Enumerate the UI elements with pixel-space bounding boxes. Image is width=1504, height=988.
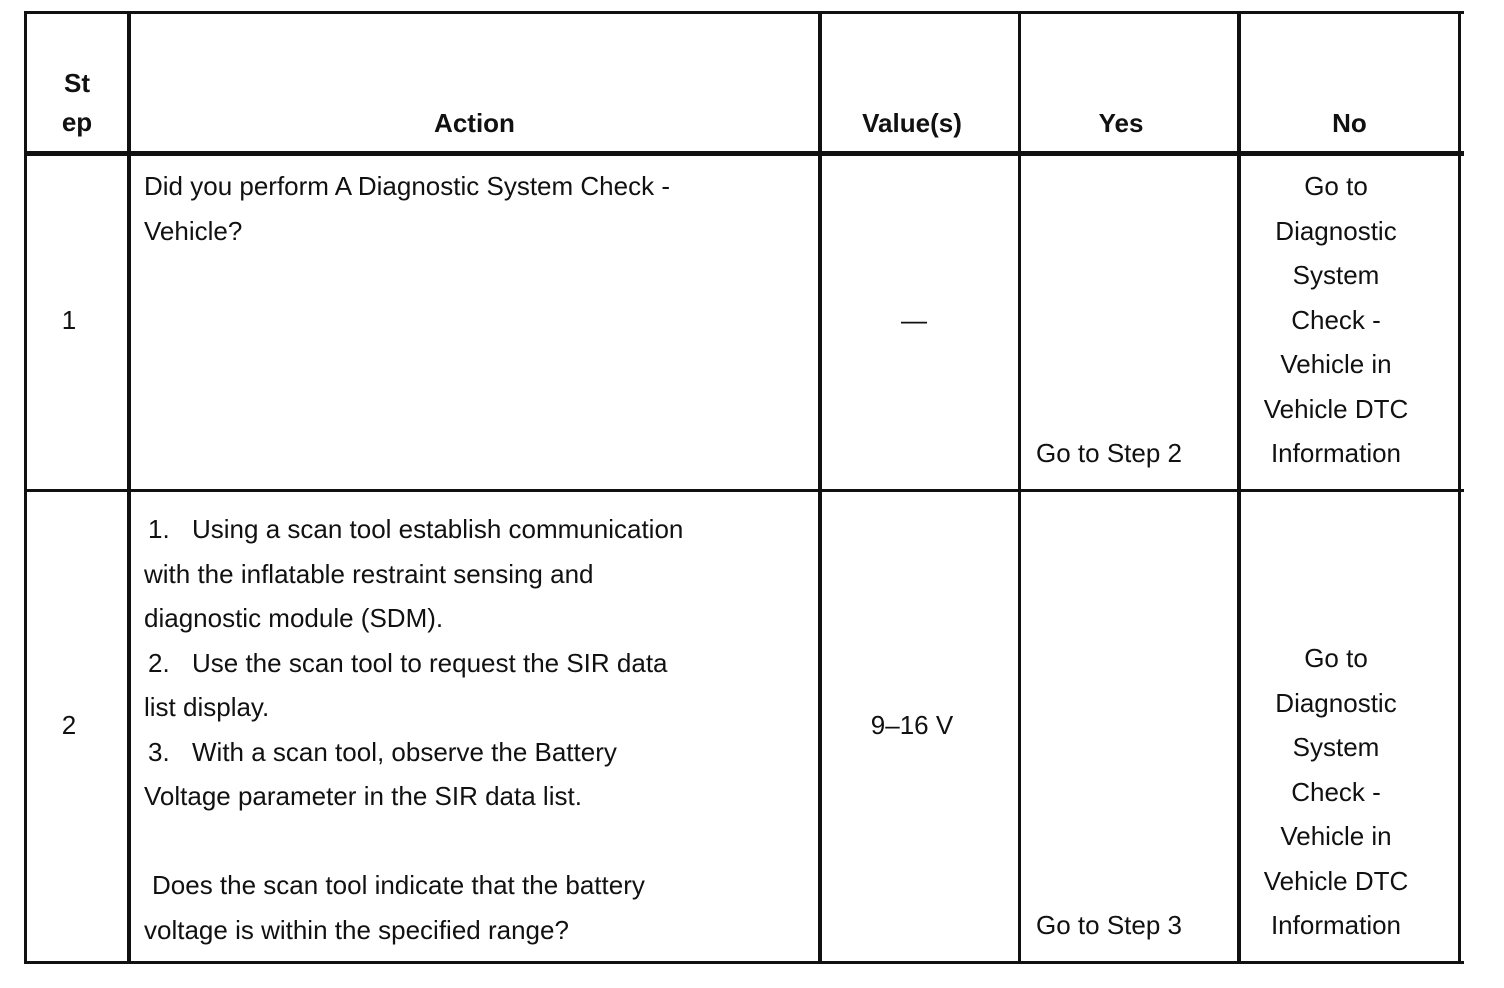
action-item <box>144 641 814 730</box>
action-line: With a scan tool, observe the Battery <box>192 736 617 767</box>
header-divider <box>24 151 1464 156</box>
action-line: Using a scan tool establish communication <box>192 514 684 544</box>
no-line: Go to <box>1304 171 1368 201</box>
no-line: System <box>1292 260 1380 290</box>
no-line: System <box>1292 732 1380 762</box>
header-action: Action <box>434 108 515 138</box>
header-values: Value(s) <box>862 108 962 138</box>
value-cell: 9–16 V <box>870 710 954 740</box>
no-cell <box>1241 636 1431 948</box>
action-line: Vehicle? <box>144 215 243 246</box>
column-divider-values <box>1018 11 1021 964</box>
yes-cell: Go to Step 2 <box>1036 438 1182 468</box>
action-item <box>144 507 814 641</box>
header-step <box>27 64 127 142</box>
action-line: with the inflatable restraint sensing and <box>144 558 594 589</box>
action-line: Did you perform A Diagnostic System Check - <box>144 171 670 201</box>
table-top-border <box>24 11 1464 14</box>
column-divider-action <box>818 11 822 964</box>
no-line: Check - <box>1291 304 1381 335</box>
action-line: diagnostic module (SDM). <box>144 603 444 633</box>
item-number: 3. <box>148 736 170 767</box>
action-item <box>144 730 814 819</box>
no-line: Go to <box>1304 643 1368 673</box>
diagnostic-table <box>24 11 1464 965</box>
table-right-border <box>1458 11 1461 964</box>
no-line: Vehicle DTC <box>1263 865 1409 896</box>
no-line: Information <box>1270 438 1402 468</box>
column-divider-step <box>127 11 131 964</box>
action-text <box>144 164 814 253</box>
no-line: Diagnostic <box>1275 687 1397 718</box>
action-line: Use the scan tool to request the SIR data <box>192 647 668 678</box>
no-cell <box>1241 164 1431 476</box>
table-bottom-border <box>24 961 1464 964</box>
value-cell: — <box>901 305 927 335</box>
question-line: Does the scan tool indicate that the battery <box>152 870 645 900</box>
no-line: Vehicle DTC <box>1263 393 1409 424</box>
action-line: Voltage parameter in the SIR data list. <box>144 781 582 811</box>
header-no: No <box>1332 108 1367 138</box>
row-divider <box>24 489 1464 492</box>
action-text <box>144 507 814 952</box>
header-step-line2: ep <box>61 107 93 137</box>
no-line: Vehicle in <box>1280 821 1392 851</box>
question-text <box>144 863 814 952</box>
step-number: 1 <box>61 305 77 335</box>
no-line: Diagnostic <box>1275 215 1397 246</box>
no-line: Vehicle in <box>1280 349 1392 379</box>
header-yes: Yes <box>1098 108 1144 138</box>
question-line: voltage is within the specified range? <box>144 914 569 945</box>
step-number: 2 <box>61 710 77 740</box>
no-line: Check - <box>1291 776 1381 807</box>
item-number: 2. <box>148 647 170 678</box>
item-number: 1. <box>148 514 170 544</box>
action-line: list display. <box>144 692 270 722</box>
no-line: Information <box>1270 910 1402 940</box>
header-step-line1: St <box>64 68 90 98</box>
table-left-border <box>24 11 27 964</box>
yes-cell: Go to Step 3 <box>1036 910 1182 940</box>
